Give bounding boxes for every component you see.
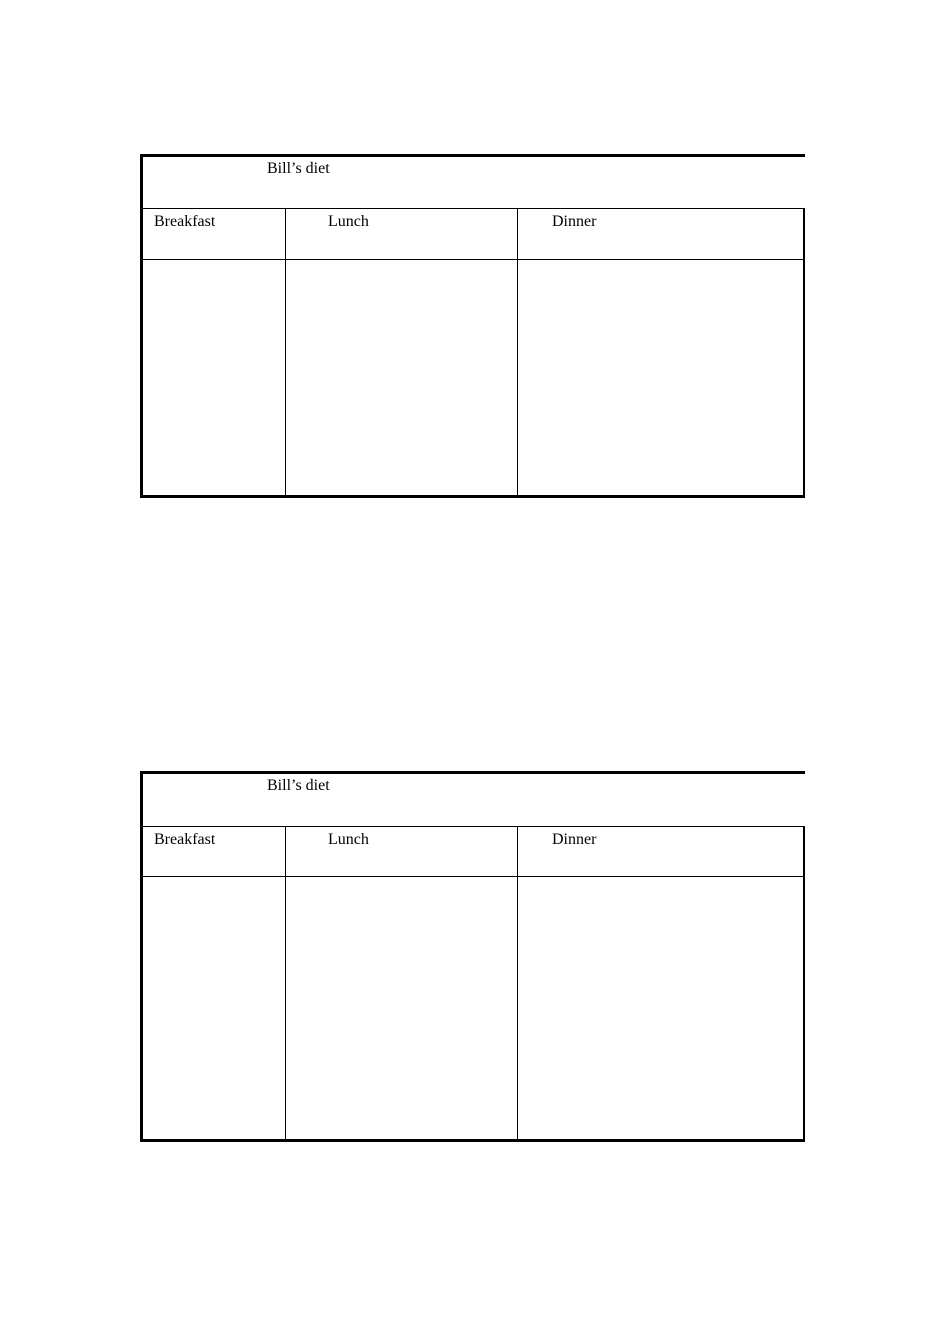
column-header-breakfast: Breakfast <box>154 213 216 230</box>
dinner-cell[interactable] <box>518 877 803 1139</box>
breakfast-cell[interactable] <box>143 260 285 495</box>
breakfast-cell[interactable] <box>143 877 285 1139</box>
column-header-breakfast: Breakfast <box>154 831 216 848</box>
table-border-top <box>140 771 805 774</box>
diet-table <box>140 771 805 1142</box>
diet-table <box>140 154 805 498</box>
table-border-top <box>140 154 805 157</box>
table-border-right <box>803 208 805 498</box>
table-border-bottom <box>140 1139 805 1142</box>
table-row-divider <box>140 826 805 827</box>
column-header-lunch: Lunch <box>328 831 369 848</box>
column-header-dinner: Dinner <box>552 831 597 848</box>
table-row-divider <box>140 208 805 209</box>
table-title: Bill’s diet <box>267 160 330 177</box>
table-border-right <box>803 826 805 1142</box>
column-header-dinner: Dinner <box>552 213 597 230</box>
column-header-lunch: Lunch <box>328 213 369 230</box>
lunch-cell[interactable] <box>286 877 517 1139</box>
lunch-cell[interactable] <box>286 260 517 495</box>
table-border-bottom <box>140 495 805 498</box>
table-title: Bill’s diet <box>267 777 330 794</box>
dinner-cell[interactable] <box>518 260 803 495</box>
